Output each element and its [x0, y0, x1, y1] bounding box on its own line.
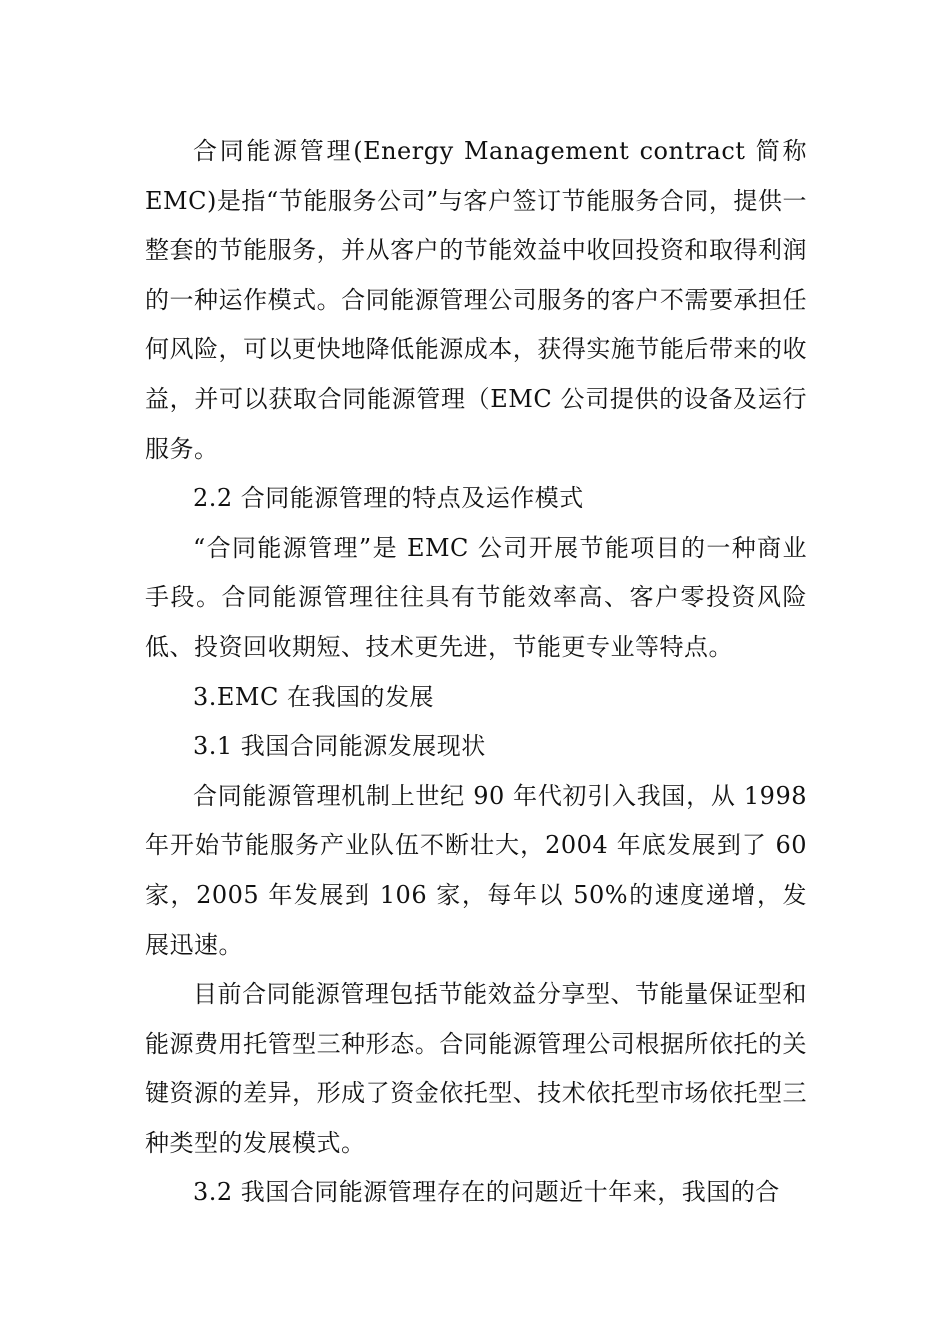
- heading-3-2: 3.2 我国合同能源管理存在的问题近十年来，我国的合: [193, 1178, 780, 1207]
- paragraph-emc-history: 合同能源管理机制上世纪 90 年代初引入我国，从 1998 年开始节能服务产业队伍不断壮大，2004 年底发展到了 60 家，2005 年发展到 106 家，每年以 50%的速度递增，发展迅速。: [145, 781, 807, 959]
- paragraph-emc-definition: 合同能源管理(Energy Management contract 简称 EMC)是指“节能服务公司”与客户签订节能服务合同，提供一整套的节能服务，并从客户的节能效益中收回投资和取得利润的一种运作模式。合同能源管理公司服务的客户不需要承担任何风险，可以更快地降低能源成本，获得实施节能后带来的收益，并可以获取合同能源管理（EMC 公司提供的设备及运行服务。: [145, 137, 807, 463]
- document-body: [145, 127, 807, 1218]
- heading-2-2: 2.2 合同能源管理的特点及运作模式: [193, 484, 584, 513]
- paragraph-emc-features: “合同能源管理”是 EMC 公司开展节能项目的一种商业手段。合同能源管理往往具有节能效率高、客户零投资风险低、投资回收期短、技术更先进，节能更专业等特点。: [145, 533, 807, 661]
- heading-3-1: 3.1 我国合同能源发展现状: [193, 732, 486, 761]
- paragraph-emc-types: 目前合同能源管理包括节能效益分享型、节能量保证型和能源费用托管型三种形态。合同能源管理公司根据所依托的关键资源的差异，形成了资金依托型、技术依托型市场依托型三种类型的发展模式。: [145, 980, 807, 1157]
- heading-3: 3.EMC 在我国的发展: [193, 682, 434, 711]
